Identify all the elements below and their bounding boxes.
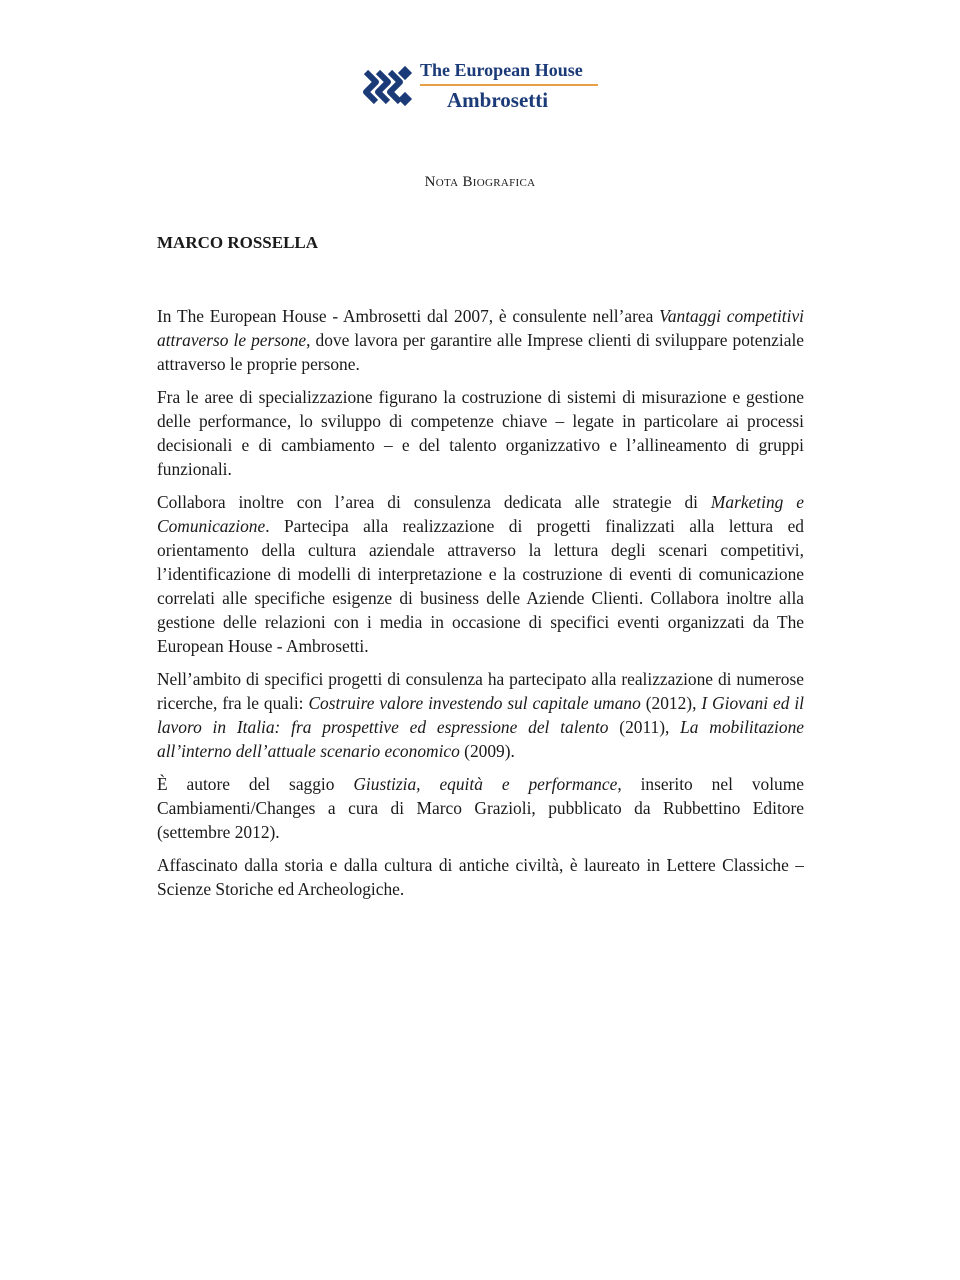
biography-body: [157, 304, 804, 910]
ambrosetti-logo-icon: [362, 64, 414, 110]
logo-text-european-house: The European House: [420, 60, 583, 80]
document-label: Nota Biografica: [424, 174, 536, 190]
company-logo: [362, 60, 602, 116]
bio-paragraph-4: Nell’ambito di specifici progetti di consulenza ha partecipato alla realizzazione di numerose ricerche, fra le quali: Costruire valore investendo sul capitale umano (2012), I Giovani ed il lavoro in Italia: fra prospettive ed espressione del talento (2011), La mobilitazione all’interno dell’attuale scenario economico (2009).: [157, 669, 804, 761]
bio-paragraph-5: È autore del saggio Giustizia, equità e performance, inserito nel volume Cambiamenti/Changes a cura di Marco Grazioli, pubblicato da Rubbettino Editore (settembre 2012).: [157, 774, 804, 842]
bio-paragraph-1: In The European House - Ambrosetti dal 2007, è consulente nell’area Vantaggi competitivi attraverso le persone, dove lavora per garantire alle Imprese clienti di sviluppare potenziale attraverso le proprie persone.: [157, 306, 805, 374]
logo-divider: [420, 84, 598, 86]
bio-paragraph-2: Fra le aree di specializzazione figurano la costruzione di sistemi di misurazione e gestione delle performance, lo sviluppo di competenze chiave – legate in particolare ai processi decisionali e di cambiamento – e del talento organizzativo e l’allineamento di gruppi funzionali.: [157, 387, 804, 479]
bio-paragraph-6: Affascinato dalla storia e dalla cultura di antiche civiltà, è laureato in Lettere Classiche – Scienze Storiche ed Archeologiche.: [157, 855, 804, 899]
person-name-heading: MARCO ROSSELLA: [157, 233, 319, 252]
logo-text-ambrosetti: Ambrosetti: [447, 88, 549, 112]
bio-paragraph-3: Collabora inoltre con l’area di consulenza dedicata alle strategie di Marketing e Comunicazione. Partecipa alla realizzazione di progetti finalizzati alla lettura ed orientamento della cultura aziendale attraverso la lettura degli scenari competitivi, l’identificazione di modelli di interpretazione e la costruzione di eventi di comunicazione correlati alle specifiche esigenze di business delle Aziende Clienti. Collabora inoltre alla gestione delle relazioni con i media in occasione di specifici eventi organizzati da The European House - Ambrosetti.: [157, 492, 804, 656]
